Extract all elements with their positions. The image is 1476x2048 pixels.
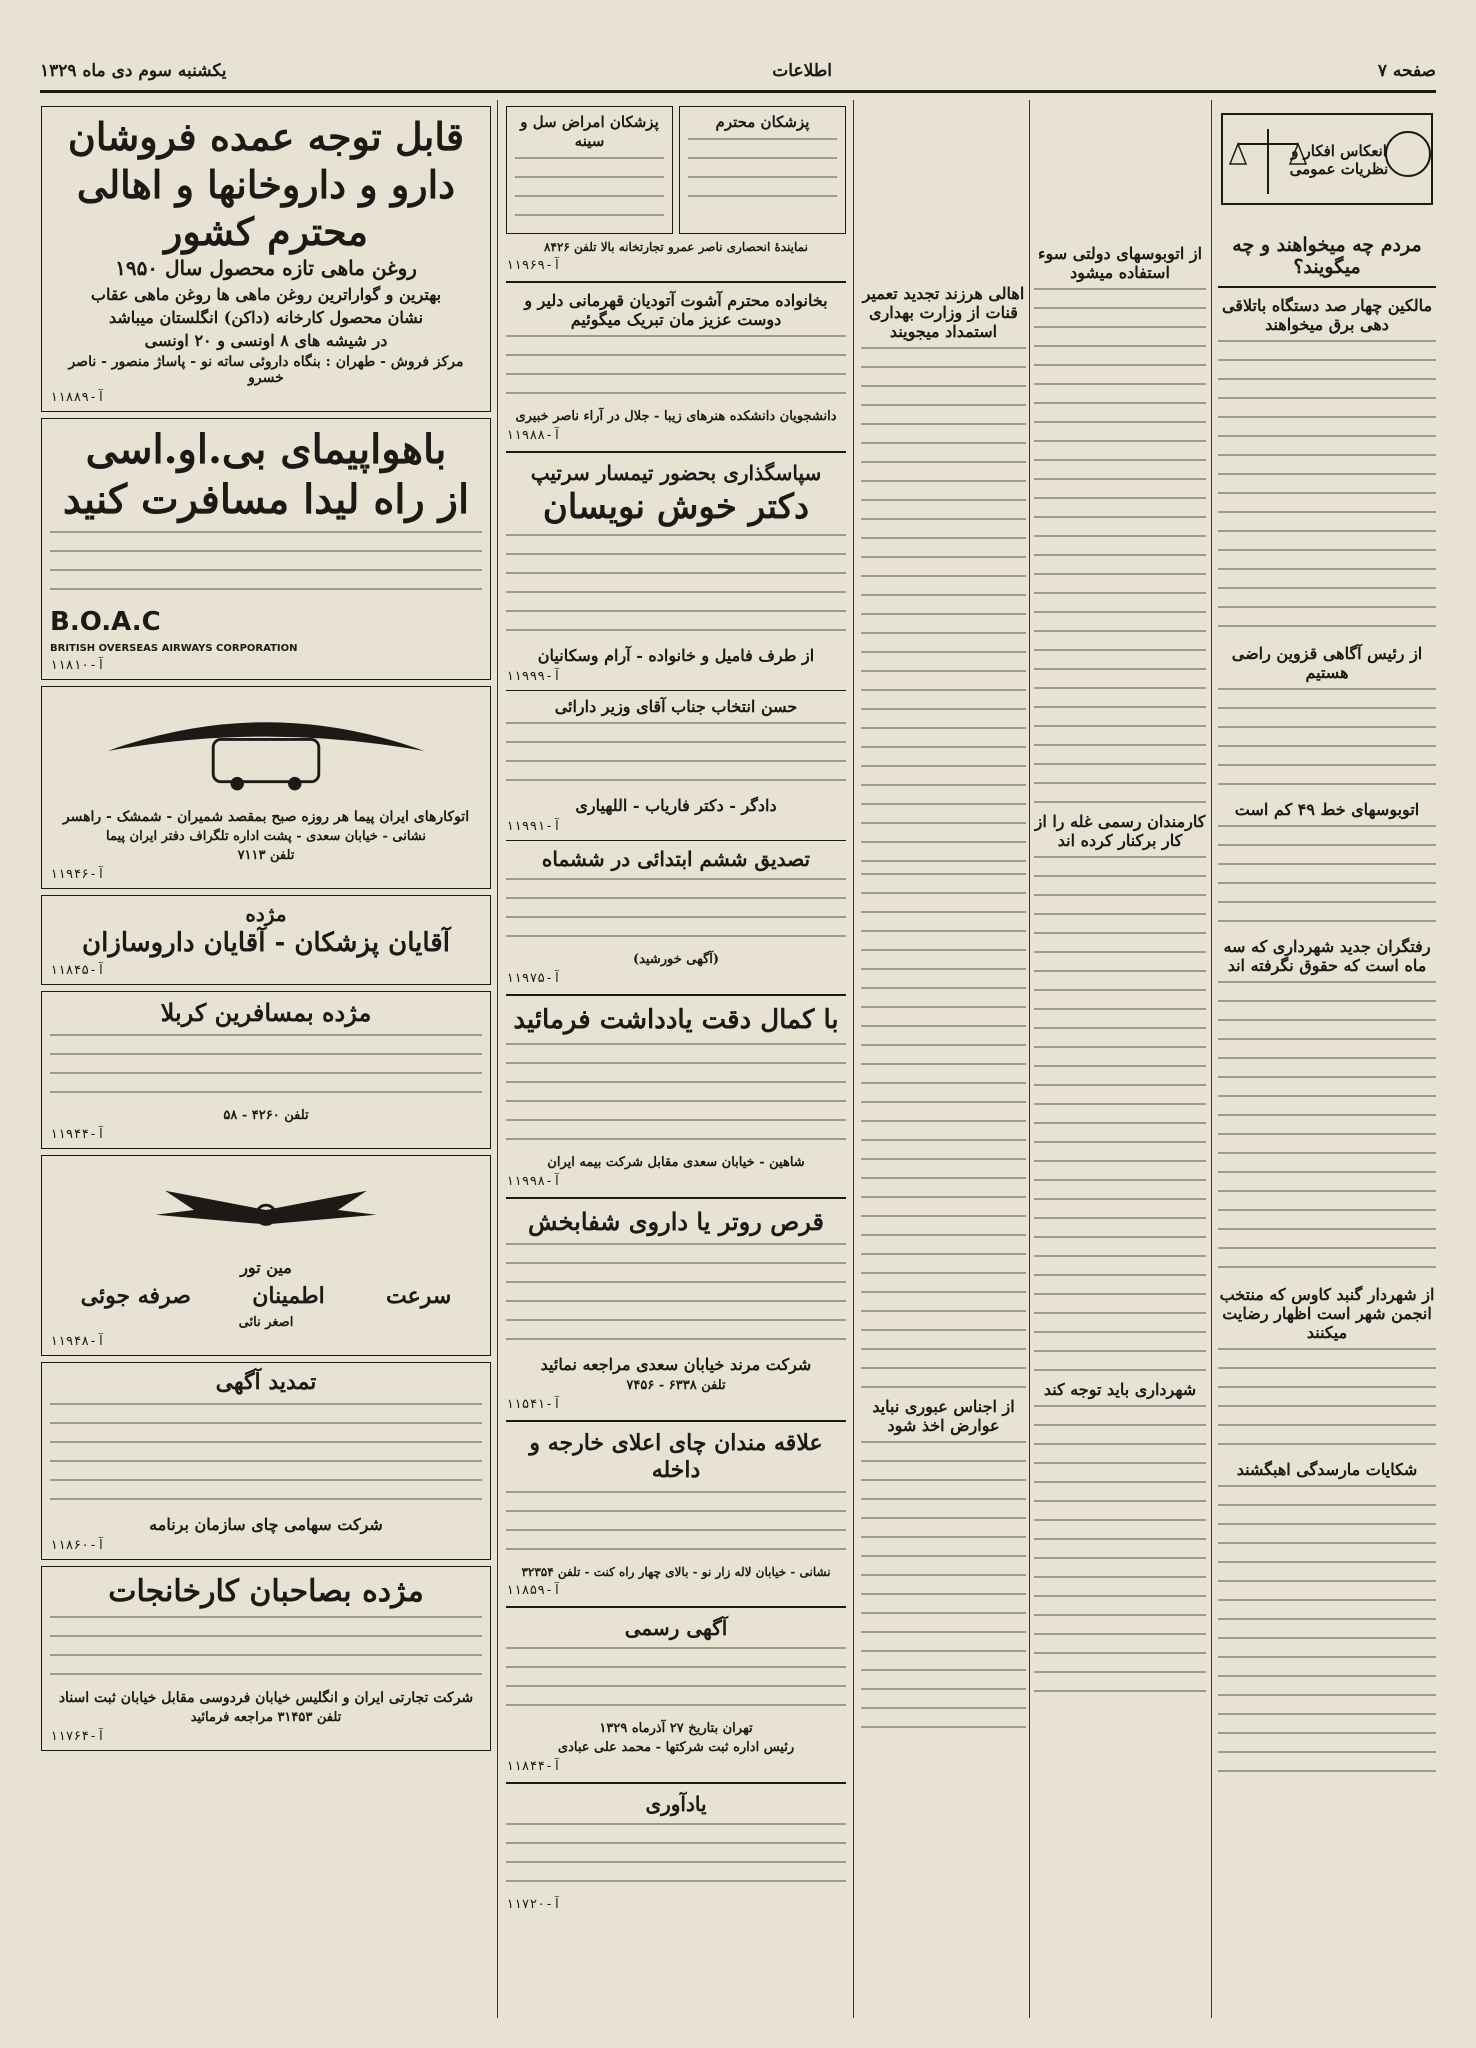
school-note: (آگهی خورشید) — [632, 952, 720, 967]
ad-headline: قابل توجه عمده فروشان — [67, 114, 465, 159]
care-title: با کمال دقت یادداشت فرمائید — [513, 1005, 839, 1035]
official-notice-title: آگهی رسمی — [624, 1615, 728, 1640]
gratitude-title: سپاسگذاری بحضور تیمسار سرتیپ — [530, 460, 822, 485]
ad-line: روغن ماهی تازه محصول سال ۱۹۵۰ — [115, 255, 417, 280]
minister-body — [506, 722, 846, 792]
article-body — [1034, 288, 1206, 808]
ad-body — [50, 531, 482, 601]
ad-headline: مژده بصاحبان کارخانجات — [108, 1573, 424, 1609]
divider — [506, 1606, 846, 1608]
ad-code: آ-۱۱۸۸۹ — [50, 389, 105, 405]
ad-code: آ-۱۱۹۷۵ — [506, 971, 561, 986]
ad-headline: دارو و داروخانها و اهالی — [76, 161, 456, 207]
ad-line: در شیشه های ۸ اونسی و ۲۰ اونسی — [144, 330, 388, 350]
memo-title: یادآوری — [645, 1791, 707, 1816]
ad-title: پزشکان امراض سل و سینه — [520, 113, 659, 150]
article-title: از شهردار گنبد کاوس که منتخب انجمن شهر است اظهار رضایت میکنند — [1219, 1285, 1435, 1342]
article-body — [1218, 1485, 1436, 1785]
ad-code: آ-۱۱۸۶۰ — [50, 1537, 105, 1553]
ad-code: آ-۱۱۹۶۹ — [506, 257, 561, 273]
ad-address: مرکز فروش - طهران : بنگاه داروئی ساته نو - پاساژ منصور - ناصر خسرو — [68, 353, 464, 386]
doctor-ads-row — [506, 100, 846, 240]
article-title: از اجناس عبوری نباید عوارض اخذ شود — [872, 1397, 1015, 1435]
article-body — [1034, 856, 1206, 1376]
gratitude-body — [506, 534, 846, 642]
ad-code: آ-۱۱۸۵۹ — [506, 1582, 561, 1598]
article-title: مالکین چهار صد دستگاه باتلاقی دهی برق میخواهند — [1221, 296, 1433, 334]
column-rule — [1211, 100, 1212, 2018]
divider — [506, 281, 846, 283]
pills-body — [506, 1243, 846, 1351]
ad-code: آ-۱۱۹۹۹ — [506, 669, 561, 684]
ad-signature: شرکت تجارتی ایران و انگلیس خیابان فردوسی مقابل خیابان ثبت اسناد — [58, 1690, 474, 1706]
letters-column-3 — [861, 100, 1026, 2018]
tb-doctors-ad — [506, 106, 673, 234]
article-title: اهالی هرزند تجدید تعمیر قنات از وزارت بهداری استمداد میجویند — [862, 284, 1025, 341]
article-title: اتوبوسهای خط ۴۹ کم است — [1234, 800, 1420, 819]
divider — [1218, 286, 1436, 288]
issue-date: یکشنبه سوم دی ماه ۱۳۲۹ — [40, 61, 227, 81]
bus-icon — [50, 701, 482, 801]
column-rule — [1029, 100, 1030, 2018]
ad-line: نشان محصول کارخانه (داکن) انگلستان میباشد — [108, 307, 424, 327]
ad-code: آ-۱۱۷۶۴ — [50, 1729, 105, 1744]
school-title: تصدیق ششم ابتدائی در ششماه — [541, 847, 811, 871]
ad-title: پزشکان محترم — [715, 113, 810, 131]
ad-address: نشانی - خیابان سعدی - پشت اداره تلگراف دفتر ایران پیما — [105, 828, 426, 844]
ad-line: بهترین و گواراترین روغن ماهی ها روغن ماهی عقاب — [90, 284, 442, 304]
banner-title: انعکاس افکار و نظریات عمومی — [1289, 142, 1389, 178]
ad-code: آ-۱۱۹۹۸ — [506, 1173, 561, 1189]
congrats-signature: دانشجویان دانشکده هنرهای زیبا - جلال در آراء ناصر خبیری — [515, 408, 837, 424]
minister-title: حسن انتخاب جناب آقای وزیر دارائی — [554, 697, 798, 716]
letters-column-2 — [1034, 100, 1206, 2018]
article-body — [1218, 340, 1436, 640]
pharmacist-ad — [41, 895, 491, 986]
memo-body — [506, 1823, 846, 1893]
tea-body — [506, 1491, 846, 1561]
divider — [506, 840, 846, 841]
slogan-word: اطمینان — [252, 1283, 325, 1309]
tea-extension-ad — [41, 1362, 491, 1560]
article-title: از اتوبوسهای دولتی سوء استفاده میشود — [1037, 244, 1203, 282]
ad-phone: تلفن ۳۱۴۵۳ مراجعه فرمائید — [190, 1710, 342, 1725]
ad-code: آ-۱۱۹۹۱ — [506, 819, 561, 834]
tea-address: نشانی - خیابان لاله زار نو - بالای چهار راه کنت - تلفن ۳۲۳۵۴ — [521, 1564, 831, 1579]
article-body — [1034, 1405, 1206, 1705]
newspaper-name: اطلاعات — [772, 61, 833, 81]
pills-title: قرص روتر یا داروی شفابخش — [528, 1206, 824, 1236]
ad-code: آ-۱۱۷۲۰ — [506, 1896, 561, 1912]
announcements-column — [506, 100, 846, 2018]
public-opinion-banner — [1218, 104, 1436, 224]
karbala-ad — [41, 991, 491, 1149]
article-body — [861, 347, 1026, 867]
article-title: شهرداری باید توجه کند — [1043, 1380, 1197, 1399]
ad-code: آ-۱۱۹۴۶ — [50, 866, 105, 882]
divider — [506, 451, 846, 453]
ad-signature: شرکت سهامی چای سازمان برنامه — [149, 1514, 383, 1534]
ad-headline: محترم کشور — [163, 209, 369, 254]
article-body — [1218, 1348, 1436, 1456]
article-body — [1218, 688, 1436, 796]
airline-ad — [41, 418, 491, 680]
slogan-word: سرعت — [386, 1283, 452, 1309]
care-signature: شاهین - خیابان سعدی مقابل شرکت بیمه ایران — [547, 1154, 805, 1170]
public-opinion-column — [1218, 100, 1436, 2018]
ad-phone: تلفن ۷۱۱۳ — [237, 847, 295, 863]
care-body — [506, 1043, 846, 1151]
ad-code: آ-۱۱۹۴۴ — [50, 1127, 105, 1142]
divider — [506, 1420, 846, 1422]
gratitude-signature: از طرف فامیل و خانواده - آرام وسکانیان — [537, 646, 815, 665]
ad-headline: باهواپیمای بی.او.اسی — [85, 425, 447, 473]
divider — [506, 690, 846, 691]
wings-icon — [50, 1170, 482, 1250]
bus-company-ad — [41, 686, 491, 889]
article-body — [1218, 981, 1436, 1281]
column-rule — [853, 100, 854, 2018]
ad-line: اتوکارهای ایران پیما هر روزه صبح بمقصد شمیران - شمشک - راهسر — [62, 808, 470, 825]
pills-footer: شرکت مرند خیابان سعدی مراجعه نمائید — [540, 1354, 812, 1374]
divider — [506, 1197, 846, 1199]
winged-emblem — [50, 1170, 482, 1250]
factory-owners-ad — [41, 1566, 491, 1752]
slogan-word: صرفه جوئی — [80, 1283, 191, 1309]
ad-line: آقایان پزشکان - آقایان داروسازان — [82, 927, 450, 958]
ad-code: آ-۱۱۸۴۴ — [506, 1758, 561, 1774]
ad-body — [50, 1616, 482, 1686]
agent-line: نمایندۀ انحصاری ناصر عمرو تجارتخانه بالا تلفن ۸۴۲۶ — [544, 239, 808, 254]
ad-code: آ-۱۱۵۴۱ — [506, 1396, 561, 1412]
article-body — [861, 1441, 1026, 1741]
column-gap — [1034, 100, 1206, 240]
ad-headline: تمدید آگهی — [215, 1369, 317, 1395]
ad-signature: اصغر نائی — [238, 1315, 294, 1330]
column-headline: مردم چه میخواهند و چه میگویند؟ — [1232, 234, 1422, 278]
agency-brand: مین تور — [240, 1258, 292, 1277]
divider — [506, 1782, 846, 1784]
ad-body — [688, 138, 837, 208]
ad-code: آ-۱۱۹۴۸ — [50, 1334, 105, 1349]
article-body — [1218, 825, 1436, 933]
fish-oil-ad — [41, 106, 491, 412]
article-title: شکایات مارسدگی اهبگشند — [1236, 1460, 1418, 1479]
article-title: از رئیس آگاهی قزوین راضی هستیم — [1231, 644, 1423, 682]
tea-title: علاقه مندان چای اعلای خارجه و داخله — [529, 1429, 823, 1483]
ad-body — [50, 1034, 482, 1104]
gratitude-name: دکتر خوش نویسان — [542, 486, 810, 527]
ad-phone: تلفن ۴۲۶۰ - ۵۸ — [223, 1108, 309, 1123]
masthead — [40, 52, 1436, 93]
column-rule — [497, 100, 498, 2018]
ad-headline: از راه لیدا مسافرت کنید — [62, 475, 470, 523]
ad-headline: مژده بمسافرین کربلا — [160, 998, 372, 1027]
column-gap — [861, 100, 1026, 280]
congrats-body — [506, 335, 846, 405]
airline-tagline: BRITISH OVERSEAS AIRWAYS CORPORATION — [50, 642, 298, 654]
divider — [506, 994, 846, 996]
minister-signature: دادگر - دکتر فاریاب - اللهیاری — [575, 796, 777, 815]
ad-code: آ-۱۱۹۸۸ — [506, 427, 561, 443]
travel-agency-ad — [41, 1155, 491, 1356]
article-title: کارمندان رسمی غله را از کار برکنار کرده اند — [1034, 812, 1206, 850]
doctors-ad — [679, 106, 846, 234]
advertisements-column — [41, 100, 491, 2018]
ad-code: آ-۱۱۸۱۰ — [50, 657, 105, 673]
school-body — [506, 878, 846, 948]
article-title: رفتگران جدید شهرداری که سه ماه است که حقوق نگرفته اند — [1223, 937, 1431, 975]
official-notice-signature: رئیس اداره ثبت شرکتها - محمد علی عبادی — [557, 1739, 795, 1755]
page-number: صفحه ۷ — [1377, 61, 1436, 81]
ad-body — [515, 157, 664, 227]
congrats-title: بخانواده محترم آشوت آتودیان قهرمانی دلیر و دوست عزیز مان تبریک میگوئیم — [524, 290, 828, 329]
ad-headline: مژده — [245, 901, 287, 926]
ad-code: آ-۱۱۸۴۵ — [50, 963, 105, 978]
official-notice-date: تهران بتاریخ ۲۷ آذرماه ۱۳۲۹ — [599, 1720, 753, 1736]
bus-emblem — [50, 701, 482, 801]
ad-body — [50, 1403, 482, 1511]
boac-logo: B.O.A.C — [50, 606, 161, 637]
pills-phone: تلفن ۶۳۳۸ - ۷۴۵۶ — [626, 1377, 726, 1393]
article-body — [861, 873, 1026, 1393]
official-notice-body — [506, 1647, 846, 1717]
slogan-row — [50, 1283, 482, 1309]
